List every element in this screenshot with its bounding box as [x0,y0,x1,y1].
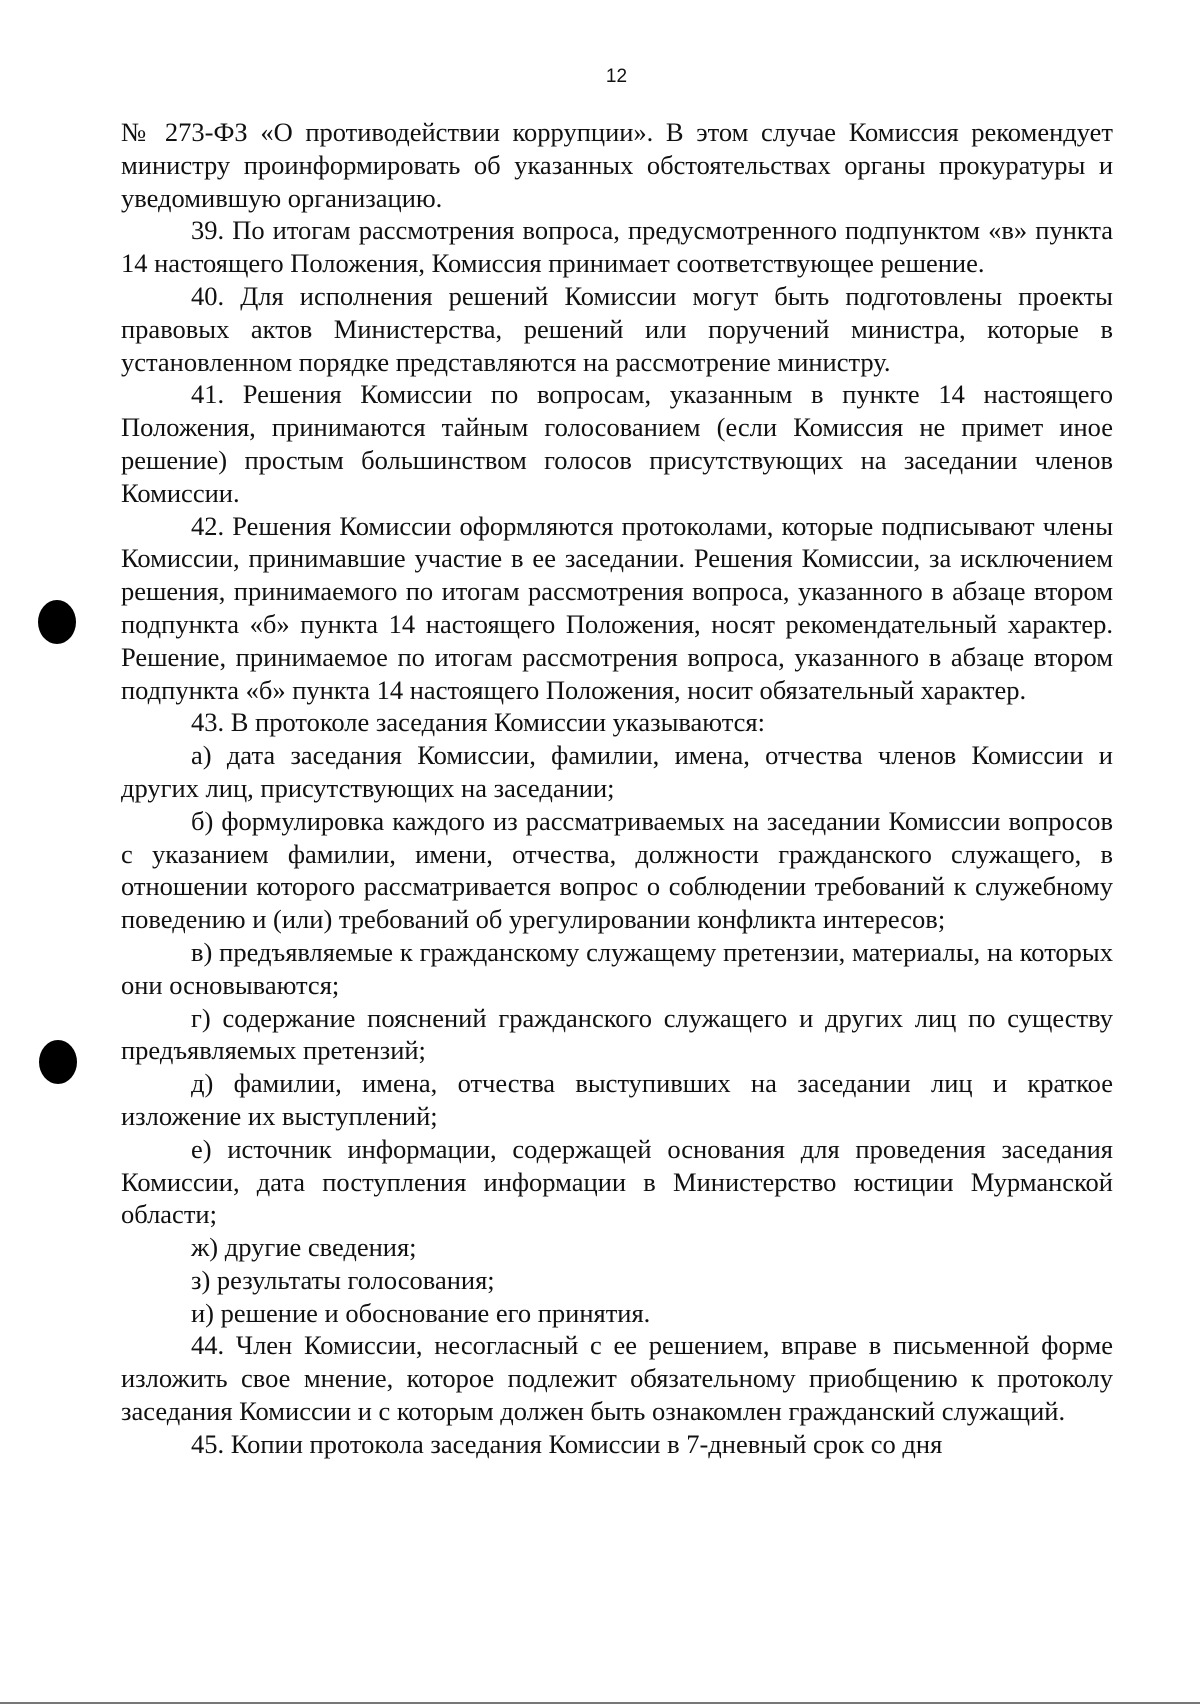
punch-hole-mark [38,600,76,644]
paragraph-continuation: № 273-ФЗ «О противодействии коррупции». В этом случае Комиссия рекомендует министру проинформировать об указанных обстоятельствах органы прокуратуры и уведомившую организацию. [121,117,1113,213]
paragraph-40: 40. Для исполнения решений Комиссии могут быть подготовлены проекты правовых актов Министерства, решений или поручений министра, которые в установленном порядке представляются на рассмотрение министру. [121,280,1113,377]
scan-edge-line [0,1702,1200,1704]
item-i: и) решение и обоснование его принятия. [191,1297,651,1328]
item-d: д) фамилии, имена, отчества выступивших на заседании лиц и краткое изложение их выступлений; [121,1068,1113,1131]
punch-hole-mark [39,1040,77,1084]
paragraph-42: 42. Решения Комиссии оформляются протоколами, которые подписывают члены Комиссии, принимавшие участие в ее заседании. Решения Комиссии, за исключением решения, принимаемого по итогам рассмотрения вопроса, указанного в абзаце втором подпункта «б» пункта 14 настоящего Положения, носят рекомендательный характер. Решение, принимаемое по итогам рассмотрения вопроса, указанного в абзаце втором подпункта «б» пункта 14 настоящего Положения, носит обязательный характер. [121,510,1113,705]
item-e: е) источник информации, содержащей основания для проведения заседания Комиссии, дата поступления информации в Министерство юстиции Мурманской области; [121,1133,1113,1230]
item-z: з) результаты голосования; [191,1264,495,1295]
page-number: 12 [605,66,628,87]
item-a: а) дата заседания Комиссии, фамилии, имена, отчества членов Комиссии и других лиц, присутствующих на заседании; [121,740,1113,803]
paragraph-43: 43. В протоколе заседания Комиссии указываются: [191,707,765,738]
item-b: б) формулировка каждого из рассматриваемых на заседании Комиссии вопросов с указанием фамилии, имени, отчества, должности гражданского служащего, в отношении которого рассматривается вопрос о соблюдении требований к служебному поведению и (или) требований об урегулировании конфликта интересов; [121,805,1113,935]
paragraph-44: 44. Член Комиссии, несогласный с ее решением, вправе в письменной форме изложить свое мнение, которое подлежит обязательному приобщению к протоколу заседания Комиссии и с которым должен быть ознакомлен гражданский служащий. [121,1330,1113,1427]
item-zh: ж) другие сведения; [191,1232,417,1263]
paragraph-39: 39. По итогам рассмотрения вопроса, предусмотренного подпунктом «в» пункта 14 настоящего Положения, Комиссия принимает соответствующее решение. [121,215,1113,279]
item-v: в) предъявляемые к гражданскому служащему претензии, материалы, на которых они основываются; [121,936,1113,1000]
item-g: г) содержание пояснений гражданского служащего и других лиц по существу предъявляемых претензий; [121,1002,1113,1066]
paragraph-45: 45. Копии протокола заседания Комиссии в 7-дневный срок со дня [191,1428,943,1459]
document-body [121,116,1113,1461]
paragraph-41: 41. Решения Комиссии по вопросам, указанным в пункте 14 настоящего Положения, принимаются тайным голосованием (если Комиссия не примет иное решение) простым большинством голосов присутствующих на заседании членов Комиссии. [121,379,1113,508]
